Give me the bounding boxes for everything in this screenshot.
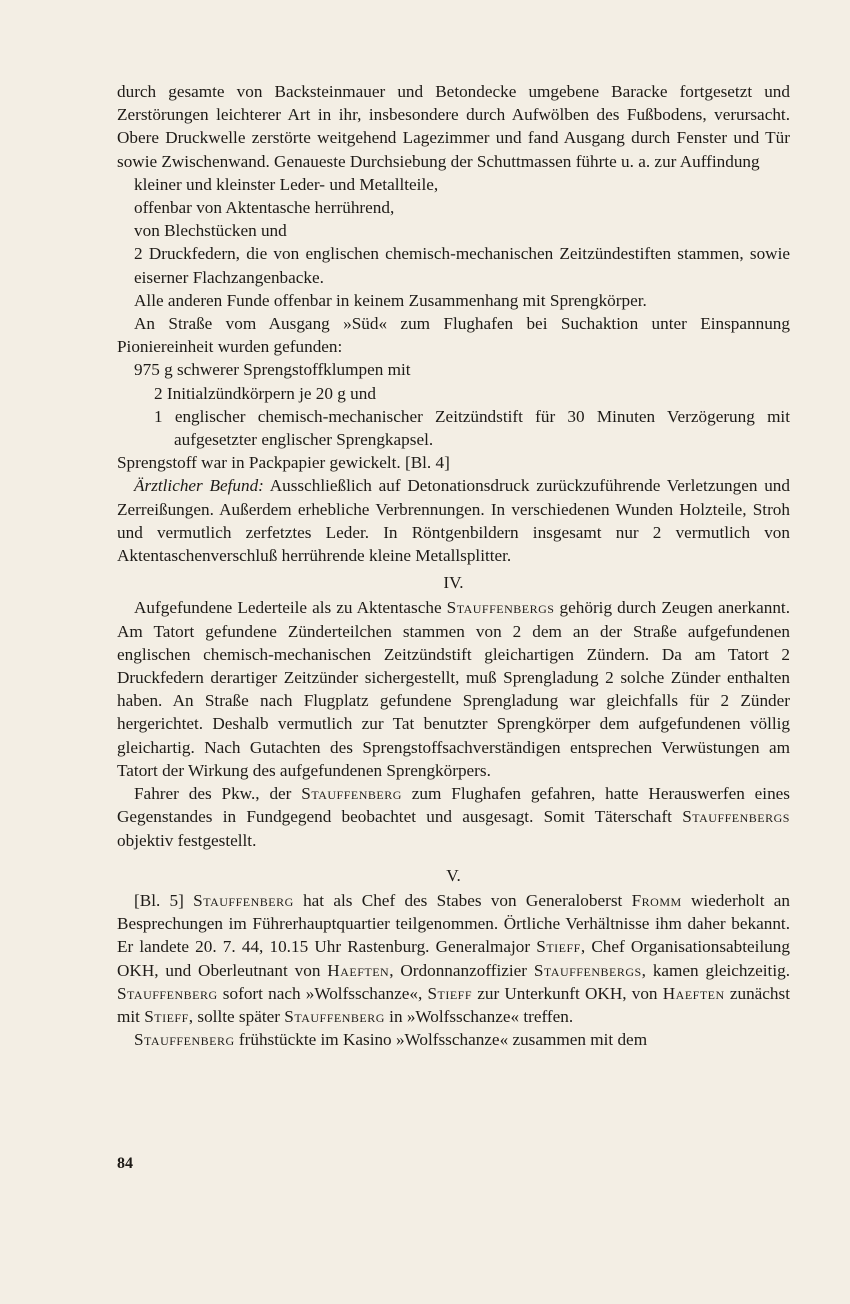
text-run: gehörig durch Zeugen anerkannt. Am Tatort gefundene Zünderteilchen stammen von 2 dem an der Straße aufgefundenen englischen chemisch-mechanischen Zeitzündstift gleichartigen Zündern. Da am Tatort 2 Druckfedern derartiger Zeitzünder sichergestellt, muß Sprengladung 2 solche Zünder enthalten haben. An Straße nach Flugplatz gefundene Sprengladung war gleichfalls für 2 Zünder hergerichtet. Deshalb vermutlich zur Tat benutzter Sprengkörper dem aufgefundenen völlig gleichartig. Nach Gutachten des Sprengstoffsachverständigen entsprechen Verwüstungen am Tatort der Wirkung des aufgefundenen Sprengkörpers.: [117, 598, 791, 780]
text-run: , sollte später: [188, 1006, 285, 1026]
section-heading: IV.: [443, 573, 464, 593]
text-run: zunächst mit: [117, 983, 790, 1026]
text-run: wiederholt an Besprechungen im Führerhauptquartier teilgenommen. Örtliche Verhältnisse ihm daher bekannt. Er landete 20. 7. 44, 10.15 Uhr Rastenburg. Generalmajor: [117, 890, 790, 957]
text-run: , Chef Organisationsabteilung OKH, und Oberleutnant von: [117, 937, 790, 980]
name-small-caps: Stauffenberg: [134, 1030, 235, 1050]
paragraph: Alle anderen Funde offenbar in keinem Zusammenhang mit Sprengkörper.: [134, 290, 647, 310]
list-item: offenbar von Aktentasche herrührend,: [134, 198, 395, 218]
text-run: , kamen gleichzeitig.: [641, 960, 790, 980]
text-run: frühstückte im Kasino »Wolfsschanze« zusammen mit dem: [234, 1030, 648, 1050]
text-run: in »Wolfsschanze« treffen.: [384, 1006, 574, 1026]
name-small-caps: Stauffenberg: [193, 890, 294, 910]
body-text: [117, 80, 790, 1051]
paragraph: [117, 782, 790, 852]
name-small-caps: Stauffenberg: [301, 784, 402, 804]
list-item: 975 g schwerer Sprengstoffklumpen mit: [134, 360, 411, 380]
name-small-caps: Stauffenberg: [284, 1006, 385, 1026]
name-small-caps: Stauffenberg: [117, 983, 218, 1003]
text-run: [Bl. 5]: [134, 890, 194, 910]
paragraph: [117, 1028, 790, 1051]
text-run: objektiv festgestellt.: [117, 830, 257, 850]
text-run: sofort nach »Wolfsschanze«,: [217, 983, 428, 1003]
paragraph: durch gesamte von Backsteinmauer und Betondecke umgebene Baracke fortgesetzt und Zerstörungen leichterer Art in ihr, insbesondere durch Aufwölben des Fußbodens, verursacht. Obere Druckwelle zerstörte weitgehend Lagezimmer und fand Ausgang durch Fenster und Tür sowie Zwischenwand. Genaueste Durchsiebung der Schuttmassen führte u. a. zur Auffindung: [117, 82, 790, 171]
text-run: zur Unterkunft OKH, von: [472, 983, 663, 1003]
name-small-caps: Stieff: [427, 983, 473, 1003]
name-small-caps: Stieff: [536, 937, 581, 957]
paragraph: An Straße vom Ausgang »Süd« zum Flughafen bei Suchaktion unter Einspannung Pioniereinheit wurden gefunden:: [117, 314, 790, 357]
name-small-caps: Fromm: [631, 890, 682, 910]
section-heading: V.: [446, 865, 461, 885]
section-label: Ärztlicher Befund:: [134, 476, 264, 496]
page-number: 84: [117, 1155, 133, 1172]
name-small-caps: Haeften: [327, 960, 390, 980]
list-item: 2 Druckfedern, die von englischen chemisch-mechanischen Zeitzündestiften stammen, sowie eiserner Flachzangenbacke.: [134, 244, 790, 287]
text-run: Aufgefundene Lederteile als zu Aktentasche: [134, 598, 447, 618]
text-run: , Ordonnanzoffizier: [389, 960, 534, 980]
paragraph: [117, 474, 790, 567]
name-small-caps: Stieff: [144, 1006, 189, 1026]
name-small-caps: Stauffenbergs: [682, 807, 790, 827]
paragraph: [117, 889, 790, 1028]
name-small-caps: Haeften: [662, 983, 725, 1003]
list-item: 1 englischer chemisch-mechanischer Zeitzündstift für 30 Minuten Verzögerung mit aufgesetzter englischer Sprengkapsel.: [154, 406, 790, 450]
list-item: von Blechstücken und: [134, 221, 287, 241]
list-item: kleiner und kleinster Leder- und Metallteile,: [134, 174, 439, 194]
name-small-caps: Stauffenbergs: [533, 960, 642, 980]
list-item: 2 Initialzündkörpern je 20 g und: [154, 383, 376, 403]
name-small-caps: Stauffenbergs: [446, 598, 555, 618]
paragraph: [117, 596, 790, 782]
text-run: hat als Chef des Stabes von Generaloberst: [293, 890, 632, 910]
text-run: zum Flughafen gefahren, hatte Herauswerfen eines Gegenstandes in Fundgegend beobachtet und ausgesagt. Somit Täterschaft: [117, 784, 790, 827]
text-run: Fahrer des Pkw., der: [134, 784, 302, 804]
paragraph: Sprengstoff war in Packpapier gewickelt. [Bl. 4]: [117, 453, 450, 473]
paragraph-text: Ausschließlich auf Detonationsdruck zurückzuführende Verletzungen und Zerreißungen. Außerdem erhebliche Verbrennungen. In verschiedenen Wunden Holzteile, Stroh und vermutlich zerfetztes Leder. In Röntgenbildern insgesamt nur 2 vermutlich von Aktentaschenverschluß herrührende kleine Metallsplitter.: [117, 476, 790, 566]
